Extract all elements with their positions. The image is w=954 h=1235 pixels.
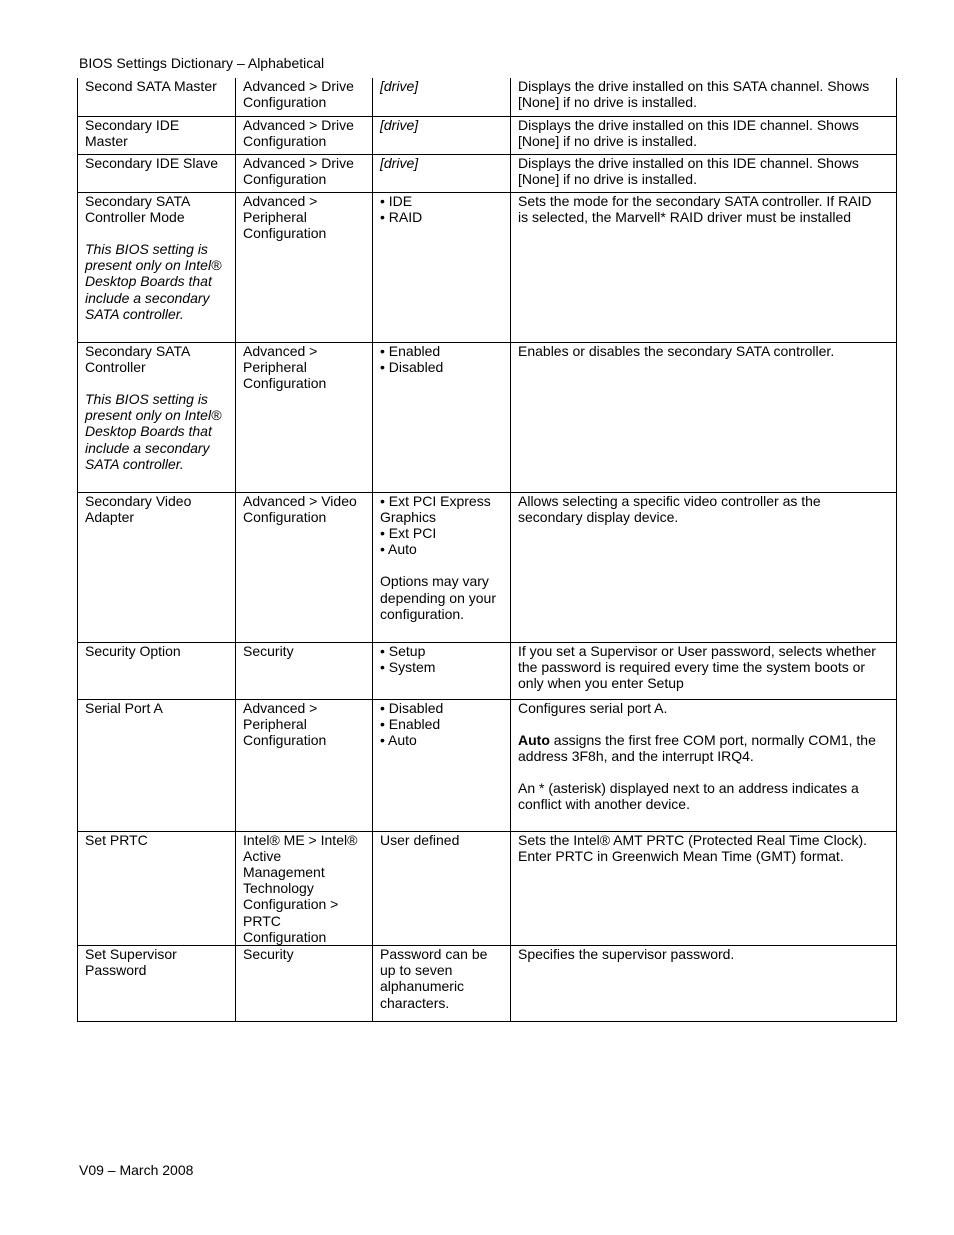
cell-text-line: • Auto bbox=[380, 541, 417, 558]
cell-text-line: Configuration bbox=[243, 224, 327, 241]
cell-text-line: the password is required every time the system boots or bbox=[518, 658, 866, 675]
setting-name-cell bbox=[78, 642, 236, 699]
bios-settings-table bbox=[77, 78, 897, 1022]
setting-name-cell bbox=[78, 831, 236, 945]
table-row bbox=[78, 116, 897, 154]
cell-text-line: characters. bbox=[380, 994, 450, 1011]
cell-text-line: [None] if no drive is installed. bbox=[518, 170, 697, 187]
cell-text-line: Advanced > Drive bbox=[243, 154, 354, 171]
menu-location-cell bbox=[236, 78, 373, 116]
cell-text-line: Serial Port A bbox=[85, 699, 163, 716]
cell-text-line: Set Supervisor bbox=[85, 945, 177, 962]
cell-text-line: Controller Mode bbox=[85, 208, 185, 225]
menu-location-cell bbox=[236, 116, 373, 154]
cell-text-line: • Auto bbox=[380, 731, 417, 748]
description-cell bbox=[511, 78, 897, 116]
cell-text-line: • Enabled bbox=[380, 342, 441, 359]
cell-text-line: Sets the mode for the secondary SATA controller. If RAID bbox=[518, 192, 872, 209]
cell-text-line: • Disabled bbox=[380, 699, 444, 716]
cell-text-line: include a secondary bbox=[85, 439, 210, 456]
options-cell bbox=[373, 642, 511, 699]
cell-text-line: Configuration bbox=[243, 94, 327, 111]
cell-text-line: alphanumeric bbox=[380, 978, 465, 995]
cell-text-line: Allows selecting a specific video controller as the bbox=[518, 492, 821, 509]
cell-text-line: Advanced > Drive bbox=[243, 78, 354, 94]
cell-text-line: only when you enter Setup bbox=[518, 674, 684, 691]
cell-text-line: Peripheral bbox=[243, 715, 307, 732]
cell-text-line: SATA controller. bbox=[85, 305, 184, 322]
cell-text-line: Advanced > bbox=[243, 699, 318, 716]
cell-text-fragment: assigns the first free COM port, normally COM1, the bbox=[549, 731, 876, 748]
cell-text-line: Peripheral bbox=[243, 208, 307, 225]
cell-text-line: Configuration bbox=[243, 132, 327, 149]
cell-text-line: Advanced > bbox=[243, 342, 318, 359]
cell-text-line: • Setup bbox=[380, 642, 426, 659]
description-cell bbox=[511, 342, 897, 492]
setting-name-cell bbox=[78, 945, 236, 1021]
cell-text-line: is selected, the Marvell* RAID driver must be installed bbox=[518, 208, 852, 225]
description-cell bbox=[511, 116, 897, 154]
cell-text-line: present only on Intel® bbox=[85, 257, 222, 274]
cell-text-line: User defined bbox=[380, 831, 460, 848]
cell-text-line: This BIOS setting is bbox=[85, 240, 208, 257]
table-row bbox=[78, 342, 897, 492]
cell-text-line: This BIOS setting is bbox=[85, 390, 208, 407]
cell-text-line: Configuration bbox=[243, 731, 327, 748]
table-row bbox=[78, 154, 897, 192]
cell-text-line: [drive] bbox=[380, 78, 419, 94]
cell-text-line: up to seven bbox=[380, 962, 453, 979]
cell-text-line: Technology bbox=[243, 880, 314, 897]
menu-location-cell bbox=[236, 642, 373, 699]
cell-text-line: Advanced > Video bbox=[243, 492, 357, 509]
page-header: BIOS Settings Dictionary – Alphabetical bbox=[79, 55, 325, 71]
cell-text-line: Secondary IDE bbox=[85, 116, 180, 133]
cell-text-line: • Enabled bbox=[380, 715, 441, 732]
cell-text-line: Master bbox=[85, 132, 128, 149]
cell-text-line: present only on Intel® bbox=[85, 407, 222, 424]
options-cell bbox=[373, 116, 511, 154]
cell-text-line: Displays the drive installed on this SATA channel. Shows bbox=[518, 78, 870, 94]
cell-text-line: Desktop Boards that bbox=[85, 423, 212, 440]
cell-text-line: • IDE bbox=[380, 192, 413, 209]
cell-text-line: Configuration bbox=[243, 508, 327, 525]
cell-text-line: • System bbox=[380, 658, 436, 675]
cell-text-line: Adapter bbox=[85, 508, 135, 525]
options-cell bbox=[373, 699, 511, 831]
bold-keyword: Auto bbox=[518, 731, 550, 748]
options-cell bbox=[373, 342, 511, 492]
cell-text-line: • Ext PCI bbox=[380, 524, 437, 541]
cell-text-line: Set PRTC bbox=[85, 831, 148, 848]
description-cell bbox=[511, 699, 897, 831]
description-cell bbox=[511, 642, 897, 699]
setting-name-cell bbox=[78, 116, 236, 154]
cell-text-line: [None] if no drive is installed. bbox=[518, 94, 697, 111]
cell-text-line: Management bbox=[243, 863, 325, 880]
page-footer: V09 – March 2008 bbox=[79, 1162, 194, 1178]
options-cell bbox=[373, 492, 511, 642]
setting-name-cell bbox=[78, 192, 236, 342]
table-row bbox=[78, 192, 897, 342]
description-cell bbox=[511, 192, 897, 342]
cell-text-line: include a secondary bbox=[85, 289, 210, 306]
cell-text-line: Peripheral bbox=[243, 358, 307, 375]
setting-name-cell bbox=[78, 492, 236, 642]
cell-text-line: Configuration > bbox=[243, 896, 339, 913]
cell-text-line: PRTC bbox=[243, 912, 281, 929]
cell-text-line: Security bbox=[243, 642, 294, 659]
options-cell bbox=[373, 945, 511, 1021]
menu-location-cell bbox=[236, 342, 373, 492]
menu-location-cell bbox=[236, 831, 373, 945]
cell-text-line bbox=[518, 732, 890, 748]
cell-text-line: Controller bbox=[85, 358, 146, 375]
cell-text-line: Secondary IDE Slave bbox=[85, 154, 219, 171]
cell-text-line: [drive] bbox=[380, 116, 419, 133]
cell-text-line: Secondary SATA bbox=[85, 192, 191, 209]
table-row bbox=[78, 945, 897, 1021]
cell-text-line: Second SATA Master bbox=[85, 78, 217, 94]
table-row bbox=[78, 78, 897, 116]
cell-text-line: Intel® ME > Intel® bbox=[243, 831, 358, 848]
cell-text-line: Desktop Boards that bbox=[85, 273, 212, 290]
cell-text-line: Displays the drive installed on this IDE channel. Shows bbox=[518, 154, 859, 171]
menu-location-cell bbox=[236, 154, 373, 192]
cell-text-line: Advanced > bbox=[243, 192, 318, 209]
description-cell bbox=[511, 154, 897, 192]
table-row bbox=[78, 699, 897, 831]
cell-text-line: Graphics bbox=[380, 508, 437, 525]
cell-text-line: Configuration bbox=[243, 928, 327, 945]
cell-text-line: [drive] bbox=[380, 154, 419, 171]
cell-text-line: Password can be bbox=[380, 945, 488, 962]
description-cell bbox=[511, 492, 897, 642]
options-cell bbox=[373, 78, 511, 116]
cell-text-line: Configuration bbox=[243, 374, 327, 391]
cell-text-line: depending on your bbox=[380, 589, 496, 606]
cell-text-line: • Ext PCI Express bbox=[380, 492, 491, 509]
cell-text-line: • Disabled bbox=[380, 358, 444, 375]
cell-text-line: address 3F8h, and the interrupt IRQ4. bbox=[518, 747, 754, 764]
cell-text-line: Secondary SATA bbox=[85, 342, 191, 359]
cell-text-line: Active bbox=[243, 847, 282, 864]
menu-location-cell bbox=[236, 492, 373, 642]
cell-text-line: Configuration bbox=[243, 170, 327, 187]
menu-location-cell bbox=[236, 945, 373, 1021]
cell-text-line: Options may vary bbox=[380, 573, 489, 590]
options-cell bbox=[373, 192, 511, 342]
cell-text-line: Enter PRTC in Greenwich Mean Time (GMT) format. bbox=[518, 847, 844, 864]
menu-location-cell bbox=[236, 699, 373, 831]
table-row bbox=[78, 642, 897, 699]
cell-text-line: Security bbox=[243, 945, 294, 962]
options-cell bbox=[373, 154, 511, 192]
cell-text-line: An * (asterisk) displayed next to an address indicates a bbox=[518, 780, 859, 797]
cell-text-line: [None] if no drive is installed. bbox=[518, 132, 697, 149]
options-cell bbox=[373, 831, 511, 945]
cell-text-line: Displays the drive installed on this IDE channel. Shows bbox=[518, 116, 859, 133]
cell-text-line: secondary display device. bbox=[518, 508, 679, 525]
cell-text-line: Specifies the supervisor password. bbox=[518, 945, 735, 962]
table-row bbox=[78, 492, 897, 642]
cell-text-line: configuration. bbox=[380, 605, 465, 622]
cell-text-line: Advanced > Drive bbox=[243, 116, 354, 133]
description-cell bbox=[511, 945, 897, 1021]
cell-text-line: Enables or disables the secondary SATA controller. bbox=[518, 342, 835, 359]
cell-text-line: conflict with another device. bbox=[518, 796, 690, 813]
setting-name-cell bbox=[78, 699, 236, 831]
setting-name-cell bbox=[78, 78, 236, 116]
setting-name-cell bbox=[78, 154, 236, 192]
cell-text-line: SATA controller. bbox=[85, 455, 184, 472]
cell-text-line: If you set a Supervisor or User password, selects whether bbox=[518, 642, 876, 659]
menu-location-cell bbox=[236, 192, 373, 342]
cell-text-line: Configures serial port A. bbox=[518, 699, 668, 716]
cell-text-line: • RAID bbox=[380, 208, 423, 225]
cell-text-line: Security Option bbox=[85, 642, 181, 659]
cell-text-line: Secondary Video bbox=[85, 492, 192, 509]
description-cell bbox=[511, 831, 897, 945]
setting-name-cell bbox=[78, 342, 236, 492]
cell-text-line: Password bbox=[85, 962, 147, 979]
table-row bbox=[78, 831, 897, 945]
cell-text-line: Sets the Intel® AMT PRTC (Protected Real Time Clock). bbox=[518, 831, 868, 848]
